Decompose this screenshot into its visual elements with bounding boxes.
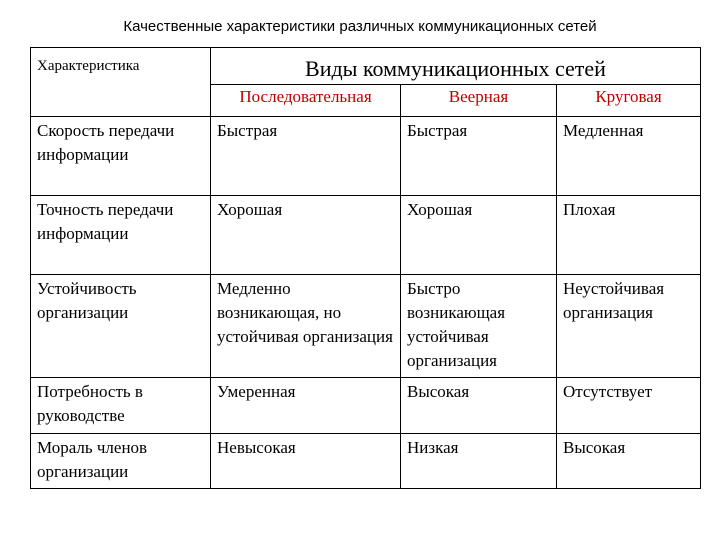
table-cell: Низкая [401,434,557,489]
table-cell: Отсутствует [557,378,701,434]
table-cell: Медленная [557,117,701,196]
header-sequential: Последовательная [211,85,401,117]
header-network-types: Виды коммуникационных сетей [211,48,701,85]
table-cell: Хорошая [211,196,401,275]
table-cell: Высокая [557,434,701,489]
comparison-table [30,47,701,489]
table-cell: Неустойчивая организация [557,275,701,378]
row-label: Скорость передачи информации [31,117,211,196]
header-characteristic: Характеристика [31,48,211,117]
table-cell: Высокая [401,378,557,434]
table-row [31,378,701,434]
table-cell: Плохая [557,196,701,275]
table-cell: Быстрая [401,117,557,196]
row-label: Точность передачи информации [31,196,211,275]
table-row [31,117,701,196]
table-cell: Невысокая [211,434,401,489]
row-label: Потребность в руководстве [31,378,211,434]
table-row [31,275,701,378]
table-row [31,196,701,275]
table-row [31,434,701,489]
table-cell: Медленно возникающая, но устойчивая организация [211,275,401,378]
header-fan: Веерная [401,85,557,117]
row-label: Мораль членов организации [31,434,211,489]
header-circular: Круговая [557,85,701,117]
page-title: Качественные характеристики различных коммуникационных сетей [123,18,597,35]
row-label: Устойчивость организации [31,275,211,378]
table-cell: Быстрая [211,117,401,196]
table-cell: Быстро возникающая устойчивая организация [401,275,557,378]
table-cell: Хорошая [401,196,557,275]
table-cell: Умеренная [211,378,401,434]
